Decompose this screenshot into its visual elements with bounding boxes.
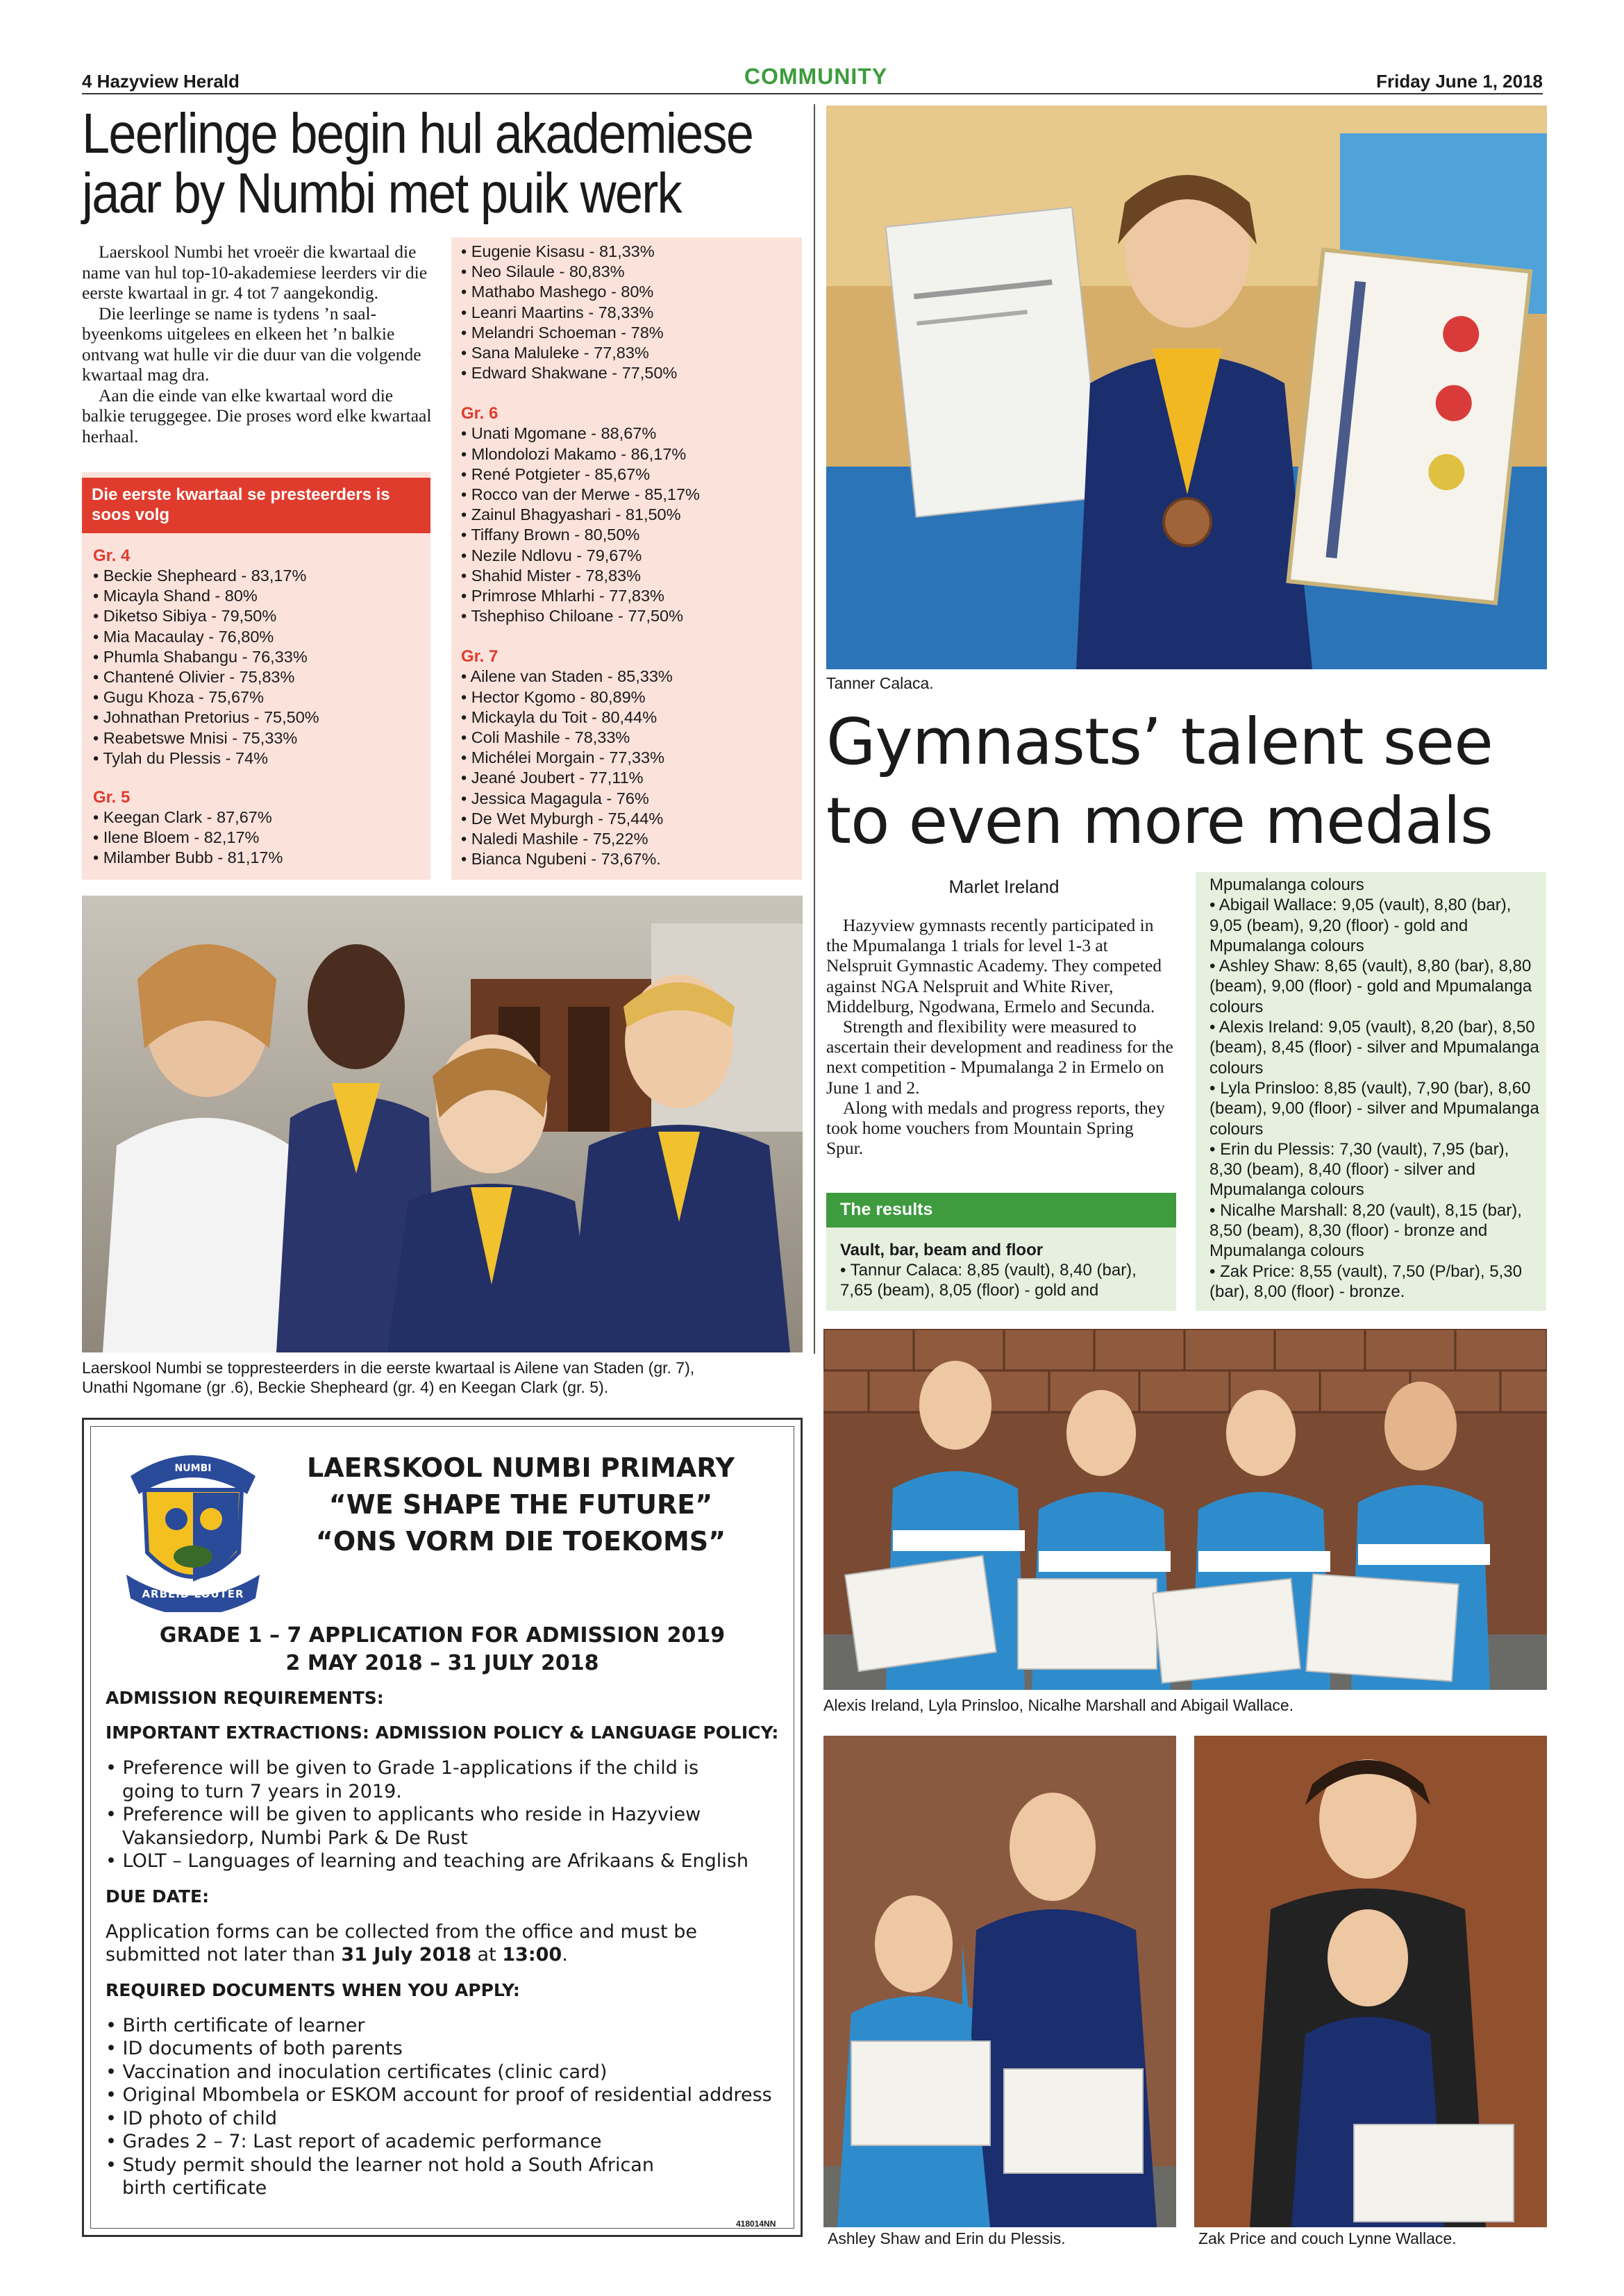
list-item: • Neo Silaule - 80,83% <box>461 262 625 281</box>
numbi-learners-photo <box>82 896 803 1352</box>
list-item: • Mathabo Mashego - 80% <box>461 283 654 301</box>
list-item: • Mia Macaulay - 76,80% <box>93 627 274 646</box>
advert-title-line: LAERSKOOL NUMBI PRIMARY <box>307 1452 735 1483</box>
list-item: • Tshephiso Chiloane - 77,50% <box>461 607 684 626</box>
list-item: • Jessica Magagula - 76% <box>461 789 649 807</box>
list-item: • Mlondolozi Makamo - 86,17% <box>461 444 687 463</box>
gr5-cont-list <box>461 242 794 383</box>
shaw-du-plessis-photo-art <box>823 1736 1176 2227</box>
list-item: • Phumla Shabangu - 76,33% <box>93 647 308 666</box>
list-item: • Diketso Sibiya - 79,50% <box>93 607 277 626</box>
list-item: • Melandri Schoeman - 78% <box>461 323 664 342</box>
tanner-calaca-photo <box>826 106 1547 669</box>
list-item: • Reabetswe Mnisi - 75,33% <box>93 728 298 747</box>
list-item: • Hector Kgomo - 80,89% <box>461 687 646 706</box>
advert-list-item: • Preference will be given to applicants who reside in Hazyview Vakansiedorp, Numbi Park & De Rust <box>106 1804 701 1849</box>
advert-list-item: • Birth certificate of learner <box>106 2014 365 2036</box>
achievers-list-right <box>461 242 794 869</box>
list-item: • Jeané Joubert - 77,11% <box>461 769 644 787</box>
due-end: . <box>562 1944 568 1966</box>
gym-headline-line-2: to even more medals <box>826 784 1493 858</box>
price-wallace-caption: Zak Price and couch Lynne Wallace. <box>1198 2229 1457 2247</box>
list-item: • Zainul Bhagyashari - 81,50% <box>461 505 681 524</box>
advert-list-item: • Preference will be given to Grade 1-applications if the child is going to turn 7 years in 2019. <box>106 1757 699 1802</box>
list-item: • Edward Shakwane - 77,50% <box>461 364 678 383</box>
intro-paragraph: Die leerlinge se name is tydens ’n saalbyeenkoms uitgelees en elkeen het ’n balkie ontvang wat hulle vir die duur van die volgende kwartaal mag dra. <box>82 303 421 385</box>
advert-body <box>106 1687 782 2200</box>
list-item: • Shahid Mister - 78,83% <box>461 566 642 585</box>
advert-subtitle-line: GRADE 1 – 7 APPLICATION FOR ADMISSION 2019 <box>159 1623 726 1648</box>
advert-title-line: “ONS VORM DIE TOEKOMS” <box>315 1526 726 1557</box>
list-item: • Mickayla du Toit - 80,44% <box>461 707 658 726</box>
price-wallace-photo-art <box>1194 1736 1547 2227</box>
four-gymnasts-photo-art <box>823 1329 1547 1690</box>
numbi-learners-photo-art <box>82 896 803 1352</box>
tanner-calaca-photo-art <box>826 106 1547 669</box>
advert-section-heading: REQUIRED DOCUMENTS WHEN YOU APPLY: <box>106 1979 520 2000</box>
list-item: • René Potgieter - 85,67% <box>461 464 651 483</box>
results-box-title: The results <box>826 1193 1176 1227</box>
page-number-publication: 4 Hazyview Herald <box>82 71 240 92</box>
list-item: • Milamber Bubb - 81,17% <box>93 848 283 867</box>
byline: Marlet Ireland <box>948 876 1060 897</box>
crest-motto-text: ARBEID LOUTER <box>142 1588 244 1600</box>
price-wallace-photo <box>1194 1736 1547 2227</box>
issue-date: Friday June 1, 2018 <box>1376 71 1543 92</box>
gr4-list <box>93 566 426 769</box>
numbi-headline-line-2: jaar by Numbi met puik werk <box>82 162 681 225</box>
numbi-headline <box>82 104 803 224</box>
advert-list-item: • LOLT – Languages of learning and teaching are Afrikaans & English <box>106 1850 748 1872</box>
list-item: • Ailene van Staden - 85,33% <box>461 667 673 686</box>
advert-list-item: • Study permit should the learner not hold a South African birth certificate <box>106 2154 654 2199</box>
crest-name-text: NUMBI <box>174 1463 212 1474</box>
crest-top-text: LAERSKOOL <box>149 1444 237 1457</box>
grade-label: Gr. 7 <box>461 647 499 667</box>
list-item: • Leanri Maartins - 78,33% <box>461 303 654 321</box>
list-item: • Bianca Ngubeni - 73,67%. <box>461 850 661 869</box>
list-item: • Micayla Shand - 80% <box>93 587 258 605</box>
list-item: • Chantené Olivier - 75,83% <box>93 668 295 687</box>
result-item: • Lyla Prinsloo: 8,85 (vault), 7,90 (bar), 8,60 (beam), 9,00 (floor) - silver and Mpumalanga colours <box>1209 1078 1539 1139</box>
shaw-du-plessis-photo <box>823 1736 1176 2227</box>
list-item: • Primrose Mhlarhi - 77,83% <box>461 587 664 605</box>
result-item: • Zak Price: 8,55 (vault), 7,50 (P/bar), 5,30 (bar), 8,00 (floor) - bronze. <box>1209 1262 1522 1301</box>
caption-line: Laerskool Numbi se toppresteerders in die eerste kwartaal is Ailene van Staden (gr. 7), <box>82 1359 695 1377</box>
list-item: • Sana Maluleke - 77,83% <box>461 344 649 362</box>
list-item: • Keegan Clark - 87,67% <box>93 808 272 827</box>
result-item: • Tannur Calaca: 8,85 (vault), 8,40 (bar), 7,65 (beam), 8,05 (floor) - gold and <box>840 1261 1137 1300</box>
advert-list-item: • Original Mbombela or ESKOM account for proof of residential address <box>106 2084 772 2106</box>
grade-label: Gr. 4 <box>93 546 131 565</box>
tanner-photo-caption: Tanner Calaca. <box>826 674 934 692</box>
advert-title-line: “WE SHAPE THE FUTURE” <box>328 1489 713 1520</box>
shaw-du-plessis-caption: Ashley Shaw and Erin du Plessis. <box>828 2229 1066 2247</box>
list-item: • Naledi Mashile - 75,22% <box>461 830 648 848</box>
header-rule <box>82 93 1543 94</box>
grade-label: Gr. 6 <box>461 404 499 424</box>
achievers-box-title: Die eerste kwartaal se presteerders is soos volg <box>82 478 430 533</box>
list-item: • Tiffany Brown - 80,50% <box>461 526 640 544</box>
gr5-list <box>93 807 426 869</box>
gym-headline-line-1: Gymnasts’ talent see <box>826 705 1493 779</box>
numbi-headline-line-1: Leerlinge begin hul akademiese <box>82 102 753 165</box>
body-paragraph: Hazyview gymnasts recently participated in the Mpumalanga 1 trials for level 1-3 at Nelspruit Gymnastic Academy. They competed against NGA Nelspruit and White River, Middelburg, Ngodwana, Ermelo and Secunda. <box>826 915 1162 1016</box>
advert-reference: 418014NN <box>736 2219 776 2229</box>
list-item: • Eugenie Kisasu - 81,33% <box>461 242 655 260</box>
intro-paragraph: Aan die einde van elke kwartaal word die balkie teruggegee. Die proses word elke kwartaal herhaal. <box>82 385 432 446</box>
result-item: • Erin du Plessis: 7,30 (vault), 7,95 (bar), 8,30 (beam), 8,40 (floor) - silver and Mpumalanga colours <box>1209 1139 1509 1200</box>
result-item: • Alexis Ireland: 9,05 (vault), 8,20 (bar), 8,50 (beam), 8,45 (floor) - silver and Mpumalanga colours <box>1209 1018 1539 1078</box>
list-item: • Rocco van der Merwe - 85,17% <box>461 485 700 504</box>
due-at: at <box>471 1944 503 1966</box>
grade-label: Gr. 5 <box>93 788 131 807</box>
result-item: • Abigail Wallace: 9,05 (vault), 8,80 (bar), 9,05 (beam), 9,20 (floor) - gold and Mpumalanga colours <box>1209 896 1512 955</box>
advert-section-heading: DUE DATE: <box>106 1886 210 1907</box>
list-item: • De Wet Myburgh - 75,44% <box>461 809 664 828</box>
school-crest <box>117 1434 269 1612</box>
section-label: COMMUNITY <box>744 64 888 89</box>
advert-section-heading: IMPORTANT EXTRACTIONS: ADMISSION POLICY & LANGUAGE POLICY: <box>106 1723 779 1743</box>
list-item: • Unati Mgomane - 88,67% <box>461 424 657 443</box>
gr6-list <box>461 424 794 626</box>
advert-subtitle-line: 2 MAY 2018 – 31 JULY 2018 <box>285 1651 599 1675</box>
gym-body <box>826 915 1173 1158</box>
list-item: • Tylah du Plessis - 74% <box>93 748 269 767</box>
advert-section-heading: ADMISSION REQUIREMENTS: <box>106 1688 384 1708</box>
results-subheading: Vault, bar, beam and floor <box>840 1241 1044 1259</box>
gym-headline <box>826 703 1555 861</box>
advert-list-item: • ID photo of child <box>106 2107 278 2129</box>
due-text: Application forms can be collected from the office and must be submitted not later than <box>106 1920 697 1966</box>
column-rule <box>814 104 815 1354</box>
list-item: • Michélei Morgain - 77,33% <box>461 748 664 767</box>
list-item: • Gugu Khoza - 75,67% <box>93 688 264 707</box>
four-gymnasts-caption: Alexis Ireland, Lyla Prinsloo, Nicalhe Marshall and Abigail Wallace. <box>823 1696 1294 1714</box>
list-item: • Coli Mashile - 78,33% <box>461 728 630 747</box>
due-date: 31 July 2018 <box>341 1944 471 1966</box>
list-item: • Beckie Shepheard - 83,17% <box>93 567 307 585</box>
result-item: • Ashley Shaw: 8,65 (vault), 8,80 (bar), 8,80 (beam), 9,00 (floor) - gold and Mpumalanga colours <box>1209 957 1532 1016</box>
list-item: • Nezile Ndlovu - 79,67% <box>461 546 642 564</box>
result-item: Mpumalanga colours <box>1209 875 1364 894</box>
intro-paragraph: Laerskool Numbi het vroeër die kwartaal die name van hul top-10-akademiese leerders vir die eerste kwartaal in gr. 4 tot 7 aangekondig. <box>82 242 428 303</box>
list-item: • Johnathan Pretorius - 75,50% <box>93 708 319 727</box>
numbi-intro <box>82 242 435 446</box>
advert-list-item: • Vaccination and inoculation certificates (clinic card) <box>106 2061 608 2083</box>
gr7-list <box>461 667 794 869</box>
advert-list-item: • ID documents of both parents <box>106 2038 403 2059</box>
body-paragraph: Strength and flexibility were measured to ascertain their development and readiness for the next competition - Mpumalanga 2 in Ermelo on June 1 and 2. <box>826 1016 1173 1098</box>
due-time: 13:00 <box>502 1944 562 1966</box>
achievers-list-left <box>93 546 426 869</box>
caption-line: Unathi Ngomane (gr .6), Beckie Shepheard (gr. 4) en Keegan Clark (gr. 5). <box>82 1378 609 1396</box>
school-crest-icon <box>117 1434 269 1612</box>
result-item: • Nicalhe Marshall: 8,20 (vault), 8,15 (bar), 8,50 (beam), 8,30 (floor) - bronze and Mpumalanga colours <box>1209 1200 1522 1261</box>
numbi-photo-caption <box>82 1358 804 1397</box>
four-gymnasts-photo <box>823 1329 1547 1690</box>
advert-due-text <box>106 1920 744 1967</box>
list-item: • Ilene Bloem - 82,17% <box>93 828 260 847</box>
results-left-content <box>840 1240 1173 1301</box>
body-paragraph: Along with medals and progress reports, they took home vouchers from Mountain Spring Spur. <box>826 1097 1165 1159</box>
advert-subtitle <box>90 1622 794 1677</box>
advert-title <box>305 1450 736 1560</box>
results-right-content <box>1209 875 1540 1302</box>
advert-list-item: • Grades 2 – 7: Last report of academic performance <box>106 2131 602 2152</box>
